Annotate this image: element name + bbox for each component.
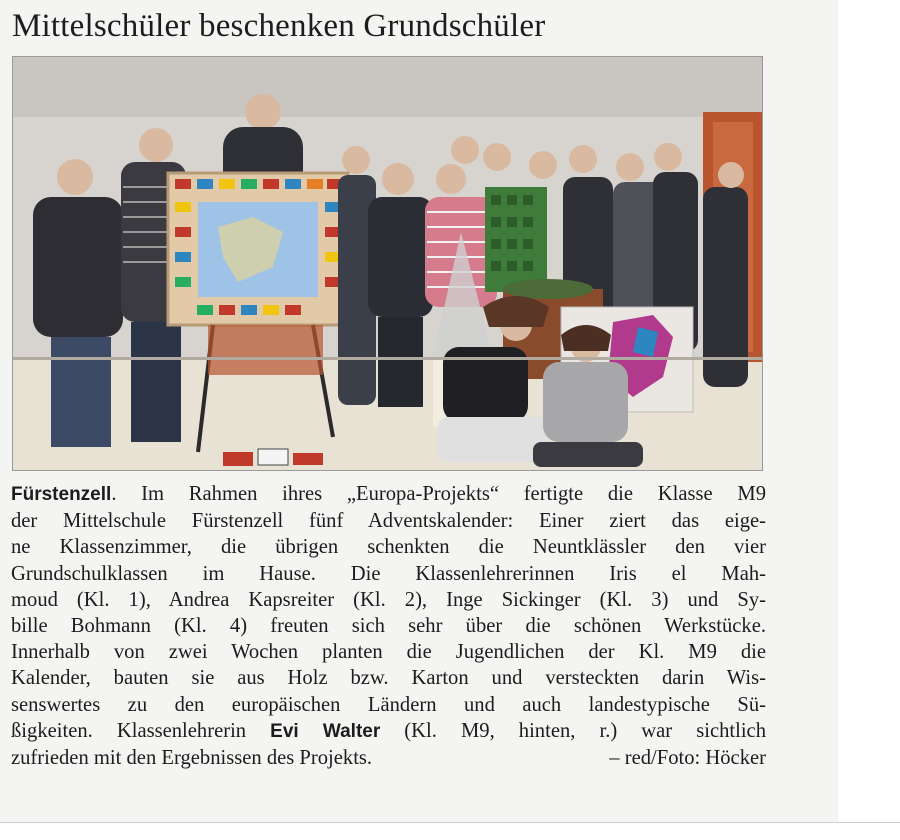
scan-margin-right [838,0,900,839]
text-line: Innerhalb von zwei Wochen planten die Jugendlichen der Kl. M9 die [11,641,766,664]
text-line [11,745,766,771]
text-line: ne Klassenzimmer, die übrigen schenkten die Neuntklässler den vier [11,536,766,559]
text-line: der Mittelschule Fürstenzell fünf Adventskalender: Einer ziert das eige- [11,510,766,533]
dateline: Fürstenzell [11,484,112,505]
text-line: moud (Kl. 1), Andrea Kapsreiter (Kl. 2), Inge Sickinger (Kl. 3) und Sy- [11,588,766,611]
text-line: Grundschulklassen im Hause. Die Klassenlehrerinnen Iris el Mah- [11,562,766,585]
text-segment: . Im Rahmen ihres „Europa-Projekts“ fertigte die Klasse M9 [111,483,766,505]
text-line: bille Bohmann (Kl. 4) freuten sich sehr über die schönen Werkstücke. [11,615,766,638]
text-line [11,481,766,508]
scan-margin-bottom [0,822,900,840]
highlighted-name: Evi Walter [270,720,381,742]
article-headline: Mittelschüler beschenken Grundschüler [12,8,546,44]
text-segment: ßigkeiten. Klassenlehrerin [11,719,271,742]
text-line [11,718,766,745]
article-photo [12,56,763,471]
text-segment: (Kl. M9, hinten, r.) war sichtlich [380,719,766,742]
text-line: Kalender, bauten sie aus Holz bzw. Karton und versteckten darin Wis- [11,667,766,690]
photo-credit: – red/Foto: Höcker [609,747,766,770]
text-segment: zufrieden mit den Ergebnissen des Projekts. [11,747,373,770]
article-body [11,481,766,771]
text-line: senswertes zu den europäischen Ländern und auch landestypische Sü- [11,693,766,716]
